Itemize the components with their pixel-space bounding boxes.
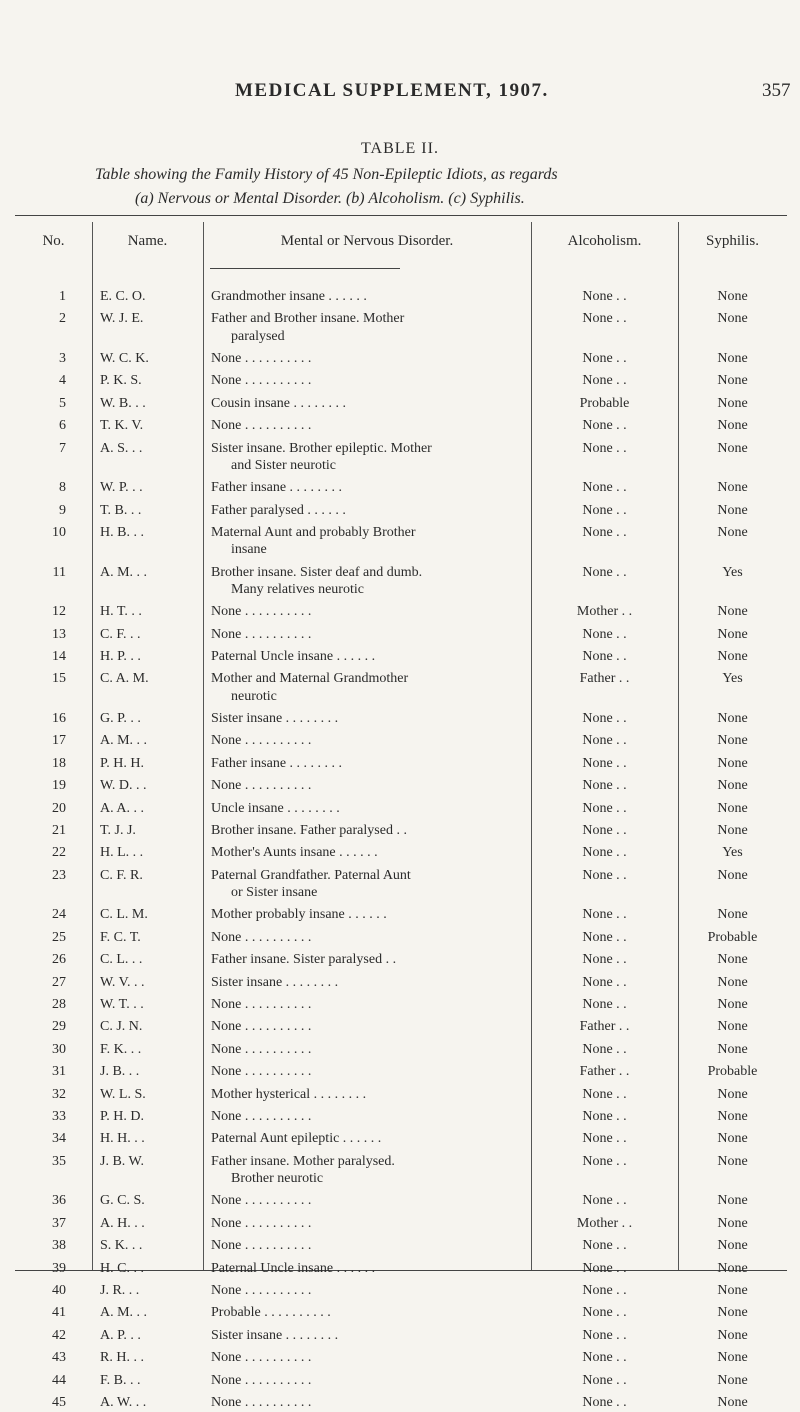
row-alcoholism: None . . [582, 1238, 627, 1254]
row-alcoholism: None . . [582, 1305, 627, 1321]
table-row-continuation [0, 328, 800, 346]
row-alcoholism: None . . [582, 440, 627, 456]
row-number: 29 [52, 1019, 66, 1035]
row-alcoholism: None . . [582, 1283, 627, 1298]
row-name: C. J. N. [100, 1019, 143, 1035]
row-name: C. L. M. [100, 907, 148, 923]
row-alcoholism: None . . [582, 1372, 627, 1388]
table-row [0, 822, 800, 840]
row-alcoholism: None . . [582, 418, 627, 434]
row-alcoholism: None . . [582, 311, 627, 327]
row-number: 39 [52, 1260, 66, 1276]
row-disorder-continued: insane [231, 542, 267, 558]
row-disorder: None . . . . . . . . . . [211, 1019, 312, 1035]
row-number: 16 [52, 711, 66, 726]
row-alcoholism: None . . [582, 845, 627, 861]
row-number: 7 [59, 440, 66, 456]
table-row [0, 648, 800, 666]
table-row [0, 1215, 800, 1233]
row-number: 1 [59, 289, 66, 304]
row-name: A. P. . . [100, 1327, 141, 1343]
row-syphilis: None [717, 711, 748, 726]
row-disorder: Grandmother insane . . . . . . [211, 289, 367, 304]
row-syphilis: None [717, 373, 748, 389]
row-disorder: Paternal Uncle insane . . . . . . [211, 1260, 376, 1276]
table-row [0, 867, 800, 885]
table-row [0, 1260, 800, 1278]
row-name: A. A. . . [100, 800, 144, 816]
row-number: 4 [59, 373, 66, 389]
row-disorder: None . . . . . . . . . . [211, 733, 312, 749]
row-name: P. H. H. [100, 755, 144, 771]
table-row [0, 1130, 800, 1148]
row-number: 17 [52, 733, 66, 749]
row-number: 43 [52, 1350, 66, 1366]
row-number: 38 [52, 1238, 66, 1254]
row-disorder: None . . . . . . . . . . [211, 997, 312, 1012]
table-row [0, 710, 800, 728]
header-disorder: Mental or Nervous Disorder. [280, 233, 454, 249]
table-row [0, 929, 800, 947]
row-number: 26 [52, 952, 66, 968]
row-disorder: Father paralysed . . . . . . [211, 502, 346, 518]
row-number: 12 [52, 604, 66, 620]
table-row-continuation [0, 688, 800, 706]
row-number: 5 [59, 395, 66, 411]
table-row [0, 1282, 800, 1300]
row-number: 13 [52, 626, 66, 642]
row-alcoholism: None . . [582, 649, 627, 664]
row-syphilis: None [717, 480, 748, 496]
row-disorder: Paternal Uncle insane . . . . . . [211, 649, 376, 664]
row-disorder: Father insane . . . . . . . . [211, 755, 343, 771]
row-syphilis: Yes [722, 564, 743, 580]
row-disorder: Mother probably insane . . . . . . [211, 907, 387, 923]
table-row [0, 564, 800, 582]
row-syphilis: None [717, 755, 748, 771]
row-number: 3 [59, 351, 66, 366]
row-number: 20 [52, 800, 66, 816]
table-row [0, 1153, 800, 1171]
row-number: 14 [52, 649, 66, 664]
row-syphilis: None [717, 867, 748, 883]
row-alcoholism: None . . [582, 1131, 627, 1147]
row-name: S. K. . . [100, 1238, 143, 1254]
caption-line-1: Table showing the Family History of 45 Non-Epileptic Idiots, as regards [95, 166, 558, 183]
table-row [0, 1237, 800, 1255]
row-disorder: Paternal Aunt epileptic . . . . . . [211, 1131, 382, 1147]
row-name: H. C. . . [100, 1260, 144, 1276]
row-number: 30 [52, 1041, 66, 1057]
row-disorder: Mother's Aunts insane . . . . . . [211, 845, 378, 861]
row-syphilis: None [717, 311, 748, 327]
row-disorder: Uncle insane . . . . . . . . [211, 800, 340, 816]
row-syphilis: None [717, 1153, 748, 1169]
table-row [0, 996, 800, 1014]
row-name: J. R. . . [100, 1283, 140, 1298]
row-name: E. C. O. [100, 289, 146, 304]
row-alcoholism: None . . [582, 626, 627, 642]
table-row-continuation [0, 884, 800, 902]
row-disorder: Sister insane . . . . . . . . [211, 974, 339, 990]
row-disorder: None . . . . . . . . . . [211, 351, 312, 366]
row-disorder: None . . . . . . . . . . [211, 418, 312, 434]
row-alcoholism: Mother . . [576, 1215, 633, 1231]
row-alcoholism: None . . [582, 373, 627, 389]
row-disorder: None . . . . . . . . . . [211, 373, 312, 389]
row-syphilis: None [717, 1350, 748, 1366]
row-alcoholism: None . . [582, 1086, 627, 1102]
caption-line-2: (a) Nervous or Mental Disorder. (b) Alcoholism. (c) Syphilis. [135, 190, 525, 207]
row-syphilis: None [717, 997, 748, 1012]
row-disorder: Brother insane. Father paralysed . . [211, 823, 407, 838]
row-number: 41 [52, 1305, 66, 1321]
row-syphilis: None [717, 1215, 748, 1231]
row-name: T. K. V. [100, 418, 144, 434]
row-syphilis: None [717, 778, 748, 794]
row-number: 21 [52, 823, 66, 838]
row-alcoholism: None . . [582, 1350, 627, 1366]
row-alcoholism: None . . [582, 1327, 627, 1343]
row-syphilis: None [717, 1327, 748, 1343]
table-label: TABLE II. [361, 140, 439, 157]
row-disorder-continued: and Sister neurotic [231, 457, 336, 473]
table-row-continuation [0, 541, 800, 559]
row-alcoholism: None . . [582, 711, 627, 726]
row-syphilis: None [717, 1238, 748, 1254]
row-syphilis: None [717, 626, 748, 642]
row-disorder-continued: neurotic [231, 688, 277, 704]
row-name: F. C. T. [100, 929, 141, 945]
table-row-continuation [0, 1170, 800, 1188]
row-alcoholism: None . . [582, 997, 627, 1012]
row-alcoholism: None . . [582, 564, 627, 580]
row-name: H. H. . . [100, 1131, 145, 1147]
row-syphilis: None [717, 525, 748, 540]
running-title: MEDICAL SUPPLEMENT, 1907. [235, 80, 549, 101]
row-syphilis: Yes [722, 671, 743, 687]
table-row-continuation [0, 581, 800, 599]
row-syphilis: Probable [707, 1064, 758, 1080]
row-name: A. H. . . [100, 1215, 145, 1231]
row-disorder: None . . . . . . . . . . [211, 1372, 312, 1388]
table-row [0, 417, 800, 435]
row-number: 45 [52, 1395, 66, 1410]
table-row [0, 479, 800, 497]
table-caption [95, 163, 755, 211]
row-syphilis: None [717, 440, 748, 456]
row-disorder: None . . . . . . . . . . [211, 604, 312, 620]
table-row [0, 1349, 800, 1367]
row-disorder: Father insane. Mother paralysed. [211, 1153, 395, 1169]
row-name: C. A. M. [100, 671, 149, 687]
row-name: H. L. . . [100, 845, 144, 861]
row-number: 2 [59, 311, 66, 327]
row-number: 44 [52, 1372, 66, 1388]
row-disorder: Father insane . . . . . . . . [211, 480, 343, 496]
row-number: 10 [52, 525, 66, 540]
row-name: C. F. . . [100, 626, 141, 642]
row-number: 28 [52, 997, 66, 1012]
row-disorder: Sister insane. Brother epileptic. Mother [211, 440, 432, 456]
table-row [0, 310, 800, 328]
table-row [0, 1304, 800, 1322]
row-disorder: None . . . . . . . . . . [211, 626, 312, 642]
row-number: 42 [52, 1327, 66, 1343]
table-row [0, 372, 800, 390]
row-name: A. M. . . [100, 1305, 148, 1321]
row-disorder: None . . . . . . . . . . [211, 1238, 312, 1254]
table-row [0, 1192, 800, 1210]
row-alcoholism: None . . [582, 778, 627, 794]
row-syphilis: None [717, 823, 748, 838]
row-alcoholism: None . . [582, 867, 627, 883]
table-row [0, 350, 800, 368]
row-name: W. D. . . [100, 778, 147, 794]
row-syphilis: None [717, 289, 748, 304]
row-alcoholism: Father . . [579, 1064, 630, 1080]
row-alcoholism: None . . [582, 929, 627, 945]
table-row [0, 1327, 800, 1345]
row-disorder: None . . . . . . . . . . [211, 1283, 312, 1298]
row-syphilis: None [717, 418, 748, 434]
table-row [0, 777, 800, 795]
row-name: G. P. . . [100, 711, 141, 726]
row-number: 31 [52, 1064, 66, 1080]
row-alcoholism: None . . [582, 952, 627, 968]
row-alcoholism: None . . [582, 1193, 627, 1209]
row-syphilis: None [717, 800, 748, 816]
row-number: 23 [52, 867, 66, 883]
table-row [0, 288, 800, 306]
row-number: 32 [52, 1086, 66, 1102]
row-name: W. V. . . [100, 974, 145, 990]
row-syphilis: None [717, 1305, 748, 1321]
row-alcoholism: None . . [582, 502, 627, 518]
row-name: A. M. . . [100, 733, 148, 749]
row-name: C. L. . . [100, 952, 143, 968]
row-number: 24 [52, 907, 66, 923]
table-row [0, 974, 800, 992]
row-name: A. S. . . [100, 440, 143, 456]
running-head [0, 80, 800, 110]
row-syphilis: None [717, 974, 748, 990]
row-number: 18 [52, 755, 66, 771]
table-row [0, 603, 800, 621]
table-row [0, 732, 800, 750]
row-syphilis: None [717, 1086, 748, 1102]
table-row-continuation [0, 457, 800, 475]
row-number: 8 [59, 480, 66, 496]
row-alcoholism: Probable [579, 395, 630, 411]
row-number: 40 [52, 1283, 66, 1298]
row-syphilis: None [717, 1109, 748, 1124]
row-name: G. C. S. [100, 1193, 145, 1209]
row-alcoholism: Mother . . [576, 604, 633, 620]
row-syphilis: None [717, 649, 748, 664]
row-alcoholism: None . . [582, 907, 627, 923]
row-name: C. F. R. [100, 867, 143, 883]
row-disorder-continued: Many relatives neurotic [231, 581, 364, 597]
row-number: 37 [52, 1215, 66, 1231]
row-alcoholism: None . . [582, 1395, 627, 1410]
table-row [0, 1108, 800, 1126]
header-underline [210, 268, 400, 269]
row-number: 22 [52, 845, 66, 861]
row-disorder: Paternal Grandfather. Paternal Aunt [211, 867, 411, 883]
row-disorder-continued: or Sister insane [231, 885, 318, 900]
header-name: Name. [127, 233, 168, 249]
row-syphilis: None [717, 1193, 748, 1209]
row-syphilis: None [717, 733, 748, 749]
table-row [0, 800, 800, 818]
row-name: W. T. . . [100, 997, 144, 1012]
row-number: 19 [52, 778, 66, 794]
table-row [0, 1018, 800, 1036]
row-syphilis: None [717, 1260, 748, 1276]
table-row [0, 755, 800, 773]
row-disorder: Mother and Maternal Grandmother [211, 671, 409, 687]
row-alcoholism: None . . [582, 974, 627, 990]
header-syphilis: Syphilis. [706, 233, 759, 249]
row-alcoholism: None . . [582, 823, 627, 838]
row-alcoholism: None . . [582, 1260, 627, 1276]
row-syphilis: None [717, 1395, 748, 1410]
row-syphilis: Yes [722, 845, 743, 861]
row-alcoholism: None . . [582, 351, 627, 366]
row-disorder: None . . . . . . . . . . [211, 1064, 312, 1080]
table-row [0, 502, 800, 520]
row-alcoholism: None . . [582, 733, 627, 749]
table-row [0, 906, 800, 924]
row-name: J. B. . . [100, 1064, 140, 1080]
row-name: A. W. . . [100, 1395, 147, 1410]
table-row [0, 395, 800, 413]
row-alcoholism: None . . [582, 1041, 627, 1057]
row-disorder: Mother hysterical . . . . . . . . [211, 1086, 367, 1102]
table-row [0, 440, 800, 458]
row-disorder: Father insane. Sister paralysed . . [211, 952, 397, 968]
row-syphilis: None [717, 1372, 748, 1388]
row-name: W. J. E. [100, 311, 144, 327]
table-row [0, 844, 800, 862]
row-number: 9 [59, 502, 66, 518]
row-alcoholism: None . . [582, 525, 627, 540]
row-syphilis: None [717, 1019, 748, 1035]
row-name: A. M. . . [100, 564, 148, 580]
row-alcoholism: None . . [582, 289, 627, 304]
row-disorder: Sister insane . . . . . . . . [211, 1327, 339, 1343]
row-alcoholism: None . . [582, 1153, 627, 1169]
row-name: F. B. . . [100, 1372, 141, 1388]
row-alcoholism: None . . [582, 755, 627, 771]
row-syphilis: None [717, 952, 748, 968]
row-alcoholism: None . . [582, 800, 627, 816]
row-name: W. C. K. [100, 351, 149, 366]
row-number: 33 [52, 1109, 66, 1124]
row-name: R. H. . . [100, 1350, 144, 1366]
row-name: F. K. . . [100, 1041, 142, 1057]
row-syphilis: None [717, 502, 748, 518]
row-disorder: None . . . . . . . . . . [211, 1193, 312, 1209]
row-disorder-continued: Brother neurotic [231, 1171, 324, 1186]
table-top-rule [15, 215, 787, 216]
header-no: No. [42, 233, 65, 249]
row-number: 27 [52, 974, 66, 990]
row-alcoholism: Father . . [579, 671, 630, 687]
table-row [0, 1394, 800, 1412]
row-syphilis: None [717, 907, 748, 923]
row-disorder: None . . . . . . . . . . [211, 1215, 312, 1231]
row-disorder: None . . . . . . . . . . [211, 929, 312, 945]
row-name: W. B. . . [100, 395, 146, 411]
table-row [0, 670, 800, 688]
table-row [0, 1063, 800, 1081]
row-name: T. B. . . [100, 502, 142, 518]
row-name: H. T. . . [100, 604, 142, 620]
page-number: 357 [762, 80, 791, 101]
row-number: 36 [52, 1193, 66, 1209]
row-disorder: Cousin insane . . . . . . . . [211, 395, 346, 411]
row-number: 6 [59, 418, 66, 434]
row-disorder-continued: paralysed [231, 328, 285, 344]
row-disorder: Sister insane . . . . . . . . [211, 711, 339, 726]
row-disorder: None . . . . . . . . . . [211, 1041, 312, 1057]
row-disorder: Brother insane. Sister deaf and dumb. [211, 564, 423, 580]
row-number: 35 [52, 1153, 66, 1169]
row-disorder: Maternal Aunt and probably Brother [211, 525, 416, 540]
row-name: T. J. J. [100, 823, 136, 838]
row-number: 34 [52, 1131, 66, 1147]
row-syphilis: None [717, 1131, 748, 1147]
row-name: P. K. S. [100, 373, 142, 389]
row-syphilis: Probable [707, 929, 758, 945]
row-syphilis: None [717, 604, 748, 620]
row-syphilis: None [717, 395, 748, 411]
row-number: 25 [52, 929, 66, 945]
table-row [0, 524, 800, 542]
row-name: P. H. D. [100, 1109, 144, 1124]
row-syphilis: None [717, 351, 748, 366]
row-disorder: None . . . . . . . . . . [211, 1109, 312, 1124]
row-name: H. P. . . [100, 649, 141, 664]
table-row [0, 1041, 800, 1059]
row-name: J. B. W. [100, 1153, 144, 1169]
row-number: 15 [52, 671, 66, 687]
row-name: W. L. S. [100, 1086, 146, 1102]
row-syphilis: None [717, 1283, 748, 1298]
header-alcoholism: Alcoholism. [567, 233, 642, 249]
row-number: 11 [52, 564, 66, 580]
row-alcoholism: Father . . [579, 1019, 630, 1035]
table-row [0, 1086, 800, 1104]
row-alcoholism: None . . [582, 480, 627, 496]
row-disorder: None . . . . . . . . . . [211, 778, 312, 794]
row-disorder: None . . . . . . . . . . [211, 1395, 312, 1410]
row-disorder: Father and Brother insane. Mother [211, 311, 405, 327]
row-syphilis: None [717, 1041, 748, 1057]
row-name: W. P. . . [100, 480, 143, 496]
table-row [0, 626, 800, 644]
row-disorder: Probable . . . . . . . . . . [211, 1305, 331, 1321]
table-row [0, 951, 800, 969]
row-name: H. B. . . [100, 525, 144, 540]
row-disorder: None . . . . . . . . . . [211, 1350, 312, 1366]
row-alcoholism: None . . [582, 1109, 627, 1124]
